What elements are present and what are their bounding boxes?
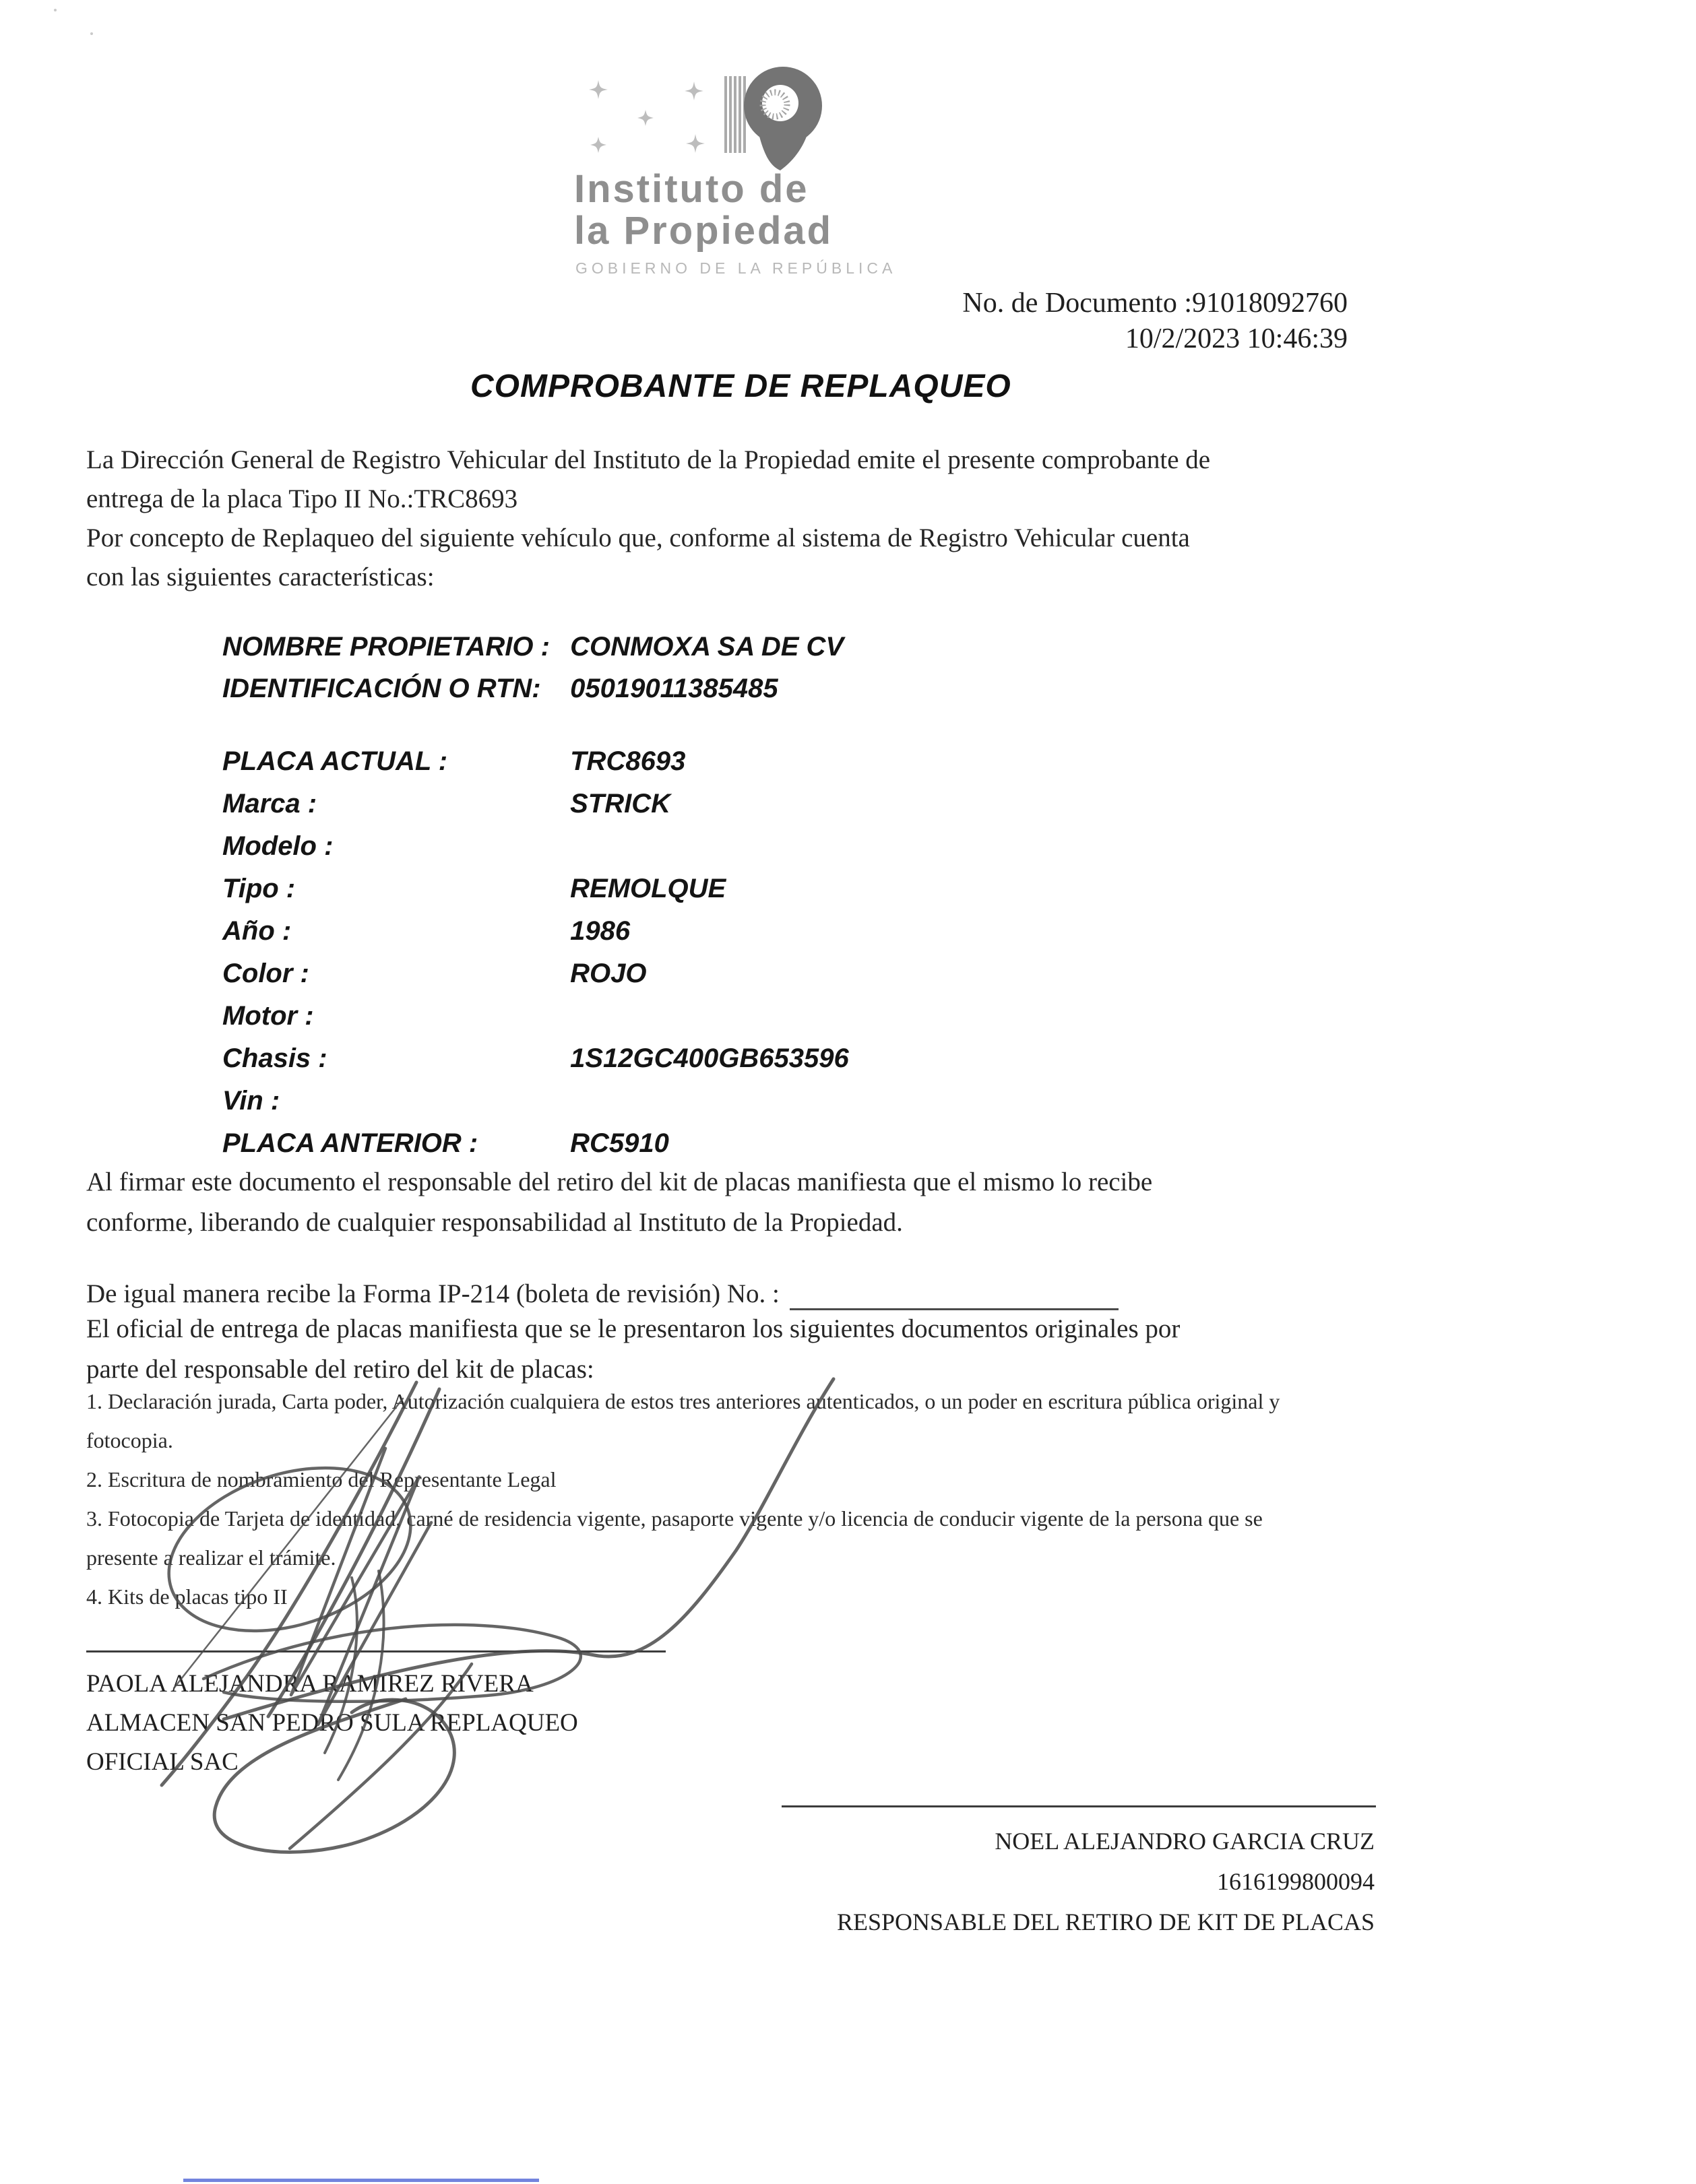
requirement-line: 4. Kits de placas tipo II bbox=[86, 1584, 288, 1609]
logo-stars-icon bbox=[589, 80, 705, 153]
requirement-line: 1. Declaración jurada, Carta poder, Autorización cualquiera de estos tres anteriores autenticados, o un poder en escritura pública original y bbox=[86, 1389, 1280, 1413]
field-row-owner-id bbox=[222, 674, 778, 704]
page-title: COMPROBANTE DE REPLAQUEO bbox=[470, 368, 1011, 404]
logo-striped-bar-icon bbox=[724, 76, 746, 153]
intro-paragraph bbox=[86, 445, 1210, 601]
officer-line: El oficial de entrega de placas manifiesta que se le presentaron los siguientes documentos originales por bbox=[86, 1314, 1181, 1343]
field-row-color bbox=[222, 959, 646, 989]
signer-left-role: OFICIAL SAC bbox=[86, 1748, 239, 1776]
signer-left-name: PAOLA ALEJANDRA RAMIREZ RIVERA bbox=[86, 1670, 534, 1698]
field-row-placa-anterior bbox=[222, 1128, 669, 1159]
field-row-anio bbox=[222, 916, 630, 946]
field-label: Marca : bbox=[222, 789, 317, 818]
field-row-tipo bbox=[222, 874, 726, 904]
field-value: REMOLQUE bbox=[570, 874, 726, 903]
document-number-value: 91018092760 bbox=[1192, 288, 1348, 319]
document-header-meta bbox=[962, 286, 1348, 357]
document-number-label: No. de Documento : bbox=[962, 288, 1192, 319]
field-label: Color : bbox=[222, 959, 309, 988]
scan-speck bbox=[90, 32, 93, 35]
signer-right-id: 1616199800094 bbox=[1217, 1868, 1375, 1895]
field-row-placa-actual bbox=[222, 746, 685, 777]
field-value: 1986 bbox=[570, 916, 631, 946]
field-row-marca bbox=[222, 789, 670, 819]
field-value: RC5910 bbox=[570, 1128, 669, 1158]
field-value: 1S12GC400GB653596 bbox=[570, 1043, 849, 1073]
terms-paragraph bbox=[86, 1167, 1152, 1248]
field-value: 05019011385485 bbox=[570, 674, 778, 703]
signer-right-role: RESPONSABLE DEL RETIRO DE KIT DE PLACAS bbox=[836, 1908, 1375, 1935]
field-value: STRICK bbox=[570, 789, 671, 818]
logo-p-pin-icon bbox=[744, 67, 822, 170]
intro-line: Por concepto de Replaqueo del siguiente vehículo que, conforme al sistema de Registro Vehicular cuenta bbox=[86, 523, 1190, 552]
requirement-line: 2. Escritura de nombramiento del Representante Legal bbox=[86, 1467, 557, 1491]
field-label: Año : bbox=[222, 916, 292, 946]
field-value: TRC8693 bbox=[570, 746, 686, 776]
field-row-owner-name bbox=[222, 632, 844, 662]
intro-line: entrega de la placa Tipo II No.:TRC8693 bbox=[86, 484, 518, 513]
field-row-modelo bbox=[222, 831, 563, 862]
field-label: PLACA ANTERIOR : bbox=[222, 1128, 478, 1158]
field-label: Tipo : bbox=[222, 874, 296, 903]
signature-line-right bbox=[782, 1805, 1376, 1807]
ip214-number-blank-field bbox=[790, 1284, 1119, 1310]
requirement-line: 3. Fotocopia de Tarjeta de identidad, carné de residencia vigente, pasaporte vigente y/o licencia de conducir vigente de la persona que se bbox=[86, 1506, 1263, 1531]
requirement-line: presente a realizar el trámite. bbox=[86, 1545, 336, 1570]
field-label: Chasis : bbox=[222, 1043, 327, 1073]
terms-line: Al firmar este documento el responsable del retiro del kit de placas manifiesta que el mismo lo recibe bbox=[86, 1167, 1153, 1196]
form-ip214-paragraph bbox=[86, 1279, 780, 1318]
logo-wordmark-line2: la Propiedad bbox=[574, 209, 834, 253]
field-label: Motor : bbox=[222, 1001, 314, 1031]
field-label: Modelo : bbox=[222, 831, 334, 861]
field-row-vin bbox=[222, 1086, 563, 1116]
officer-paragraph bbox=[86, 1314, 1180, 1394]
officer-line: parte del responsable del retiro del kit de placas: bbox=[86, 1355, 594, 1384]
logo-wordmark-line1: Instituto de bbox=[574, 167, 809, 211]
logo-tagline: GOBIERNO DE LA REPÚBLICA bbox=[575, 259, 897, 277]
document-number-line bbox=[962, 286, 1348, 321]
institution-logo bbox=[566, 51, 903, 283]
requirement-line: fotocopia. bbox=[86, 1428, 173, 1452]
field-label: NOMBRE PROPIETARIO : bbox=[222, 632, 550, 662]
signer-left-office: ALMACEN SAN PEDRO SULA REPLAQUEO bbox=[86, 1709, 578, 1737]
field-label: PLACA ACTUAL : bbox=[222, 746, 448, 776]
intro-line: con las siguientes características: bbox=[86, 563, 435, 591]
terms-line: conforme, liberando de cualquier responsabilidad al Instituto de la Propiedad. bbox=[86, 1208, 903, 1237]
logo-graphic bbox=[566, 51, 903, 283]
field-label: Vin : bbox=[222, 1086, 280, 1116]
field-label: IDENTIFICACIÓN O RTN: bbox=[222, 674, 541, 703]
signature-line-left bbox=[86, 1650, 666, 1652]
bottom-scan-artifact-line bbox=[183, 2179, 539, 2182]
requirements-list bbox=[86, 1389, 1280, 1624]
document-datetime: 10/2/2023 10:46:39 bbox=[1125, 323, 1348, 354]
intro-line: La Dirección General de Registro Vehicular del Instituto de la Propiedad emite el presente comprobante de bbox=[86, 445, 1211, 474]
field-row-chasis bbox=[222, 1043, 849, 1074]
field-row-motor bbox=[222, 1001, 563, 1031]
form-ip214-label: De igual manera recibe la Forma IP-214 (boleta de revisión) No. : bbox=[86, 1279, 780, 1308]
field-value: ROJO bbox=[570, 959, 647, 988]
signer-right-name: NOEL ALEJANDRO GARCIA CRUZ bbox=[995, 1828, 1375, 1855]
field-value: CONMOXA SA DE CV bbox=[570, 632, 844, 662]
scan-speck bbox=[54, 9, 57, 11]
